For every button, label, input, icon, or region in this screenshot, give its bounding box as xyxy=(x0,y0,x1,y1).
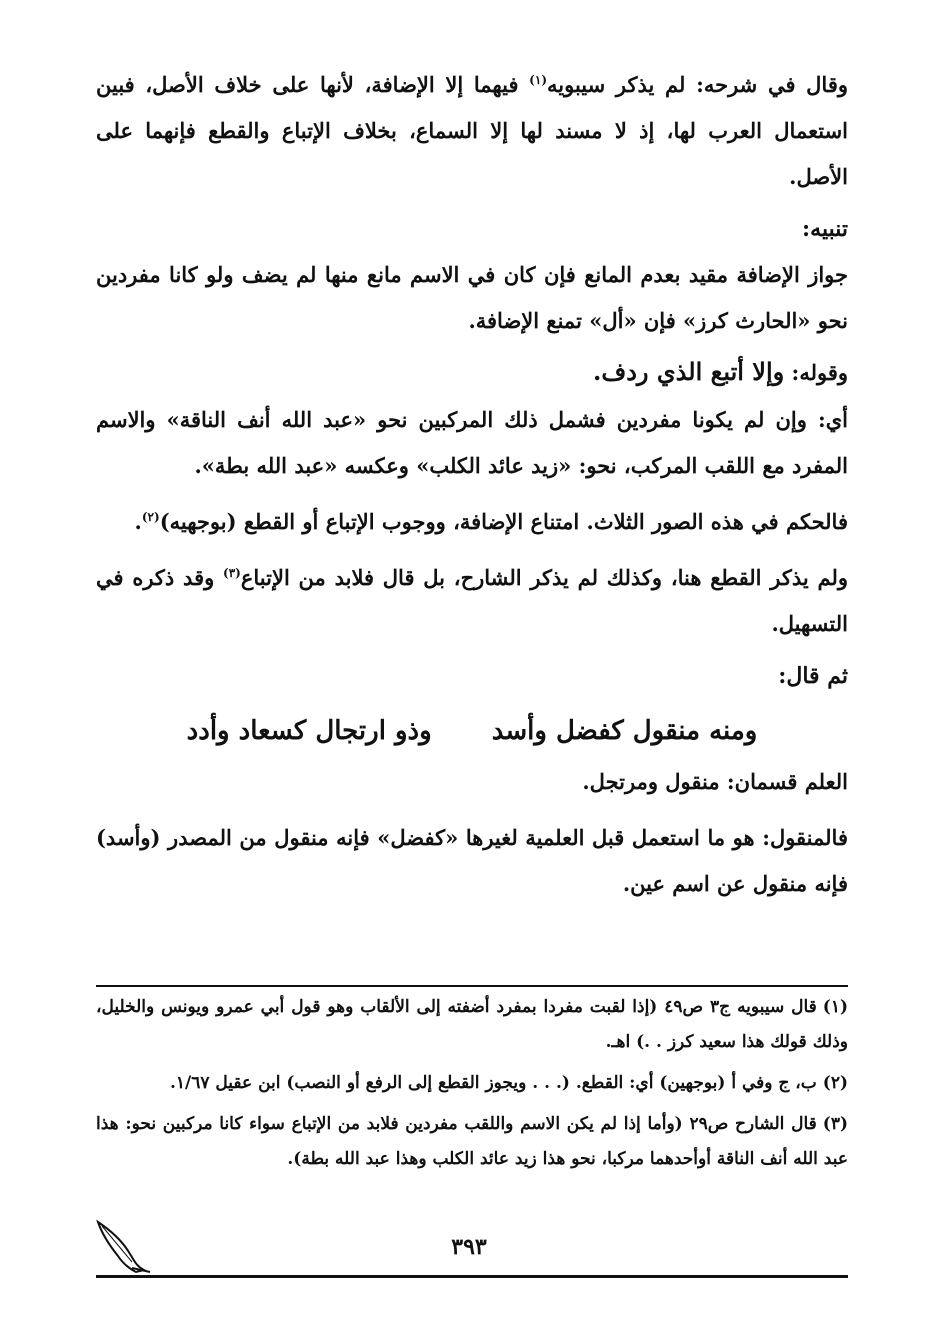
footnote-separator xyxy=(96,985,848,987)
paragraph-text: . xyxy=(134,509,142,534)
paragraph-text: فالحكم في هذه الصور الثلاث. امتناع الإضافة، ووجوب الإتباع أو القطع (بوجهيه) xyxy=(159,509,848,534)
footnote-number: (١) xyxy=(822,997,849,1017)
quote-text: وإلا أتبع الذي ردف. xyxy=(593,357,785,386)
footnote-2 xyxy=(96,1066,848,1101)
footnote-ref-1[interactable]: (١) xyxy=(529,73,547,87)
quote-line xyxy=(96,348,848,397)
footnote-1 xyxy=(96,990,848,1060)
paragraph-hukm xyxy=(96,499,848,545)
main-text xyxy=(96,62,848,907)
page-number: ٣٩٣ xyxy=(451,1234,487,1260)
paragraph-murakkab: أي: وإن لم يكونا مفردين فشمل ذلك المركبين نحو «عبد الله أنف الناقة» والاسم المفرد مع اللقب المركب، نحو: «زيد عائد الكلب» وعكسه «عبد الله بطة». xyxy=(96,407,848,478)
paragraph-qat xyxy=(96,555,848,647)
footnote-3 xyxy=(96,1107,848,1177)
paragraph-text: فيهما إلا الإضافة، لأنها على خلاف الأصل، فبين استعمال العرب لها، إذ لا مسند لها إلا السماع، بخلاف الإتباع والقطع فإنهما على الأصل. xyxy=(96,72,848,189)
footnote-text: ب، ج وفي أ (بوجهين) أي: القطع. (. . . ويجوز القطع إلى الرفع أو النصب) ابن عقيل ١/٦٧. xyxy=(169,1073,817,1093)
footnote-text: قال الشارح ص٢٩ (وأما إذا لم يكن الاسم واللقب مفردين فلابد من الإتباع سواء كانا مركبين نحو: هذا عبد الله أنف الناقة أوأحدهما مركبا، نحو هذا زيد عائد الكلب وهذا عبد الله بطة). xyxy=(96,1114,848,1169)
footnote-ref-2[interactable]: (٢) xyxy=(141,510,160,524)
heading-tanbih: تنبيه: xyxy=(802,216,848,242)
footnote-ref-3[interactable]: (٣) xyxy=(223,566,241,580)
verse-line xyxy=(96,703,848,759)
footnotes xyxy=(96,990,848,1183)
paragraph-text: وقد ذكره في التسهيل. xyxy=(96,565,848,636)
paragraph-sharh xyxy=(96,62,848,200)
quote-intro: وقوله: xyxy=(784,360,848,385)
footnote-number: (٣) xyxy=(822,1114,848,1134)
footnote-text: قال سيبويه ج٣ ص٤٩ (إذا لقبت مفردا بمفرد أضفته إلى الألقاب وهو قول أبي عمرو ويونس والخليل، وذلك قولك هذا سعيد كرز . .) اهـ. xyxy=(96,997,848,1052)
paragraph-alam: العلم قسمان: منقول ومرتجل. xyxy=(582,769,848,794)
verse-hemistich-right: ومنه منقول كفضل وأسد xyxy=(491,716,758,746)
paragraph-idafa: جواز الإضافة مقيد بعدم المانع فإن كان في الاسم مانع منها لم يضف ولو كانا مفردين نحو «الحارث كرز» فإن «أل» تمنع الإضافة. xyxy=(96,262,848,333)
paragraph-text: ولم يذكر القطع هنا، وكذلك لم يذكر الشارح، بل قال فلابد من الإتباع xyxy=(240,565,848,590)
verse-hemistich-left: وذو ارتجال كسعاد وأدد xyxy=(186,716,432,746)
then-said: ثم قال: xyxy=(778,663,848,689)
paragraph-manqul: فالمنقول: هو ما استعمل قبل العلمية لغيرها «كفضل» فإنه منقول من المصدر (وأسد) فإنه منقول عن اسم عين. xyxy=(96,825,848,896)
paragraph-text: وقال في شرحه: لم يذكر سيبويه xyxy=(547,72,849,97)
footnote-number: (٢) xyxy=(822,1073,848,1093)
bottom-rule xyxy=(96,1275,848,1278)
